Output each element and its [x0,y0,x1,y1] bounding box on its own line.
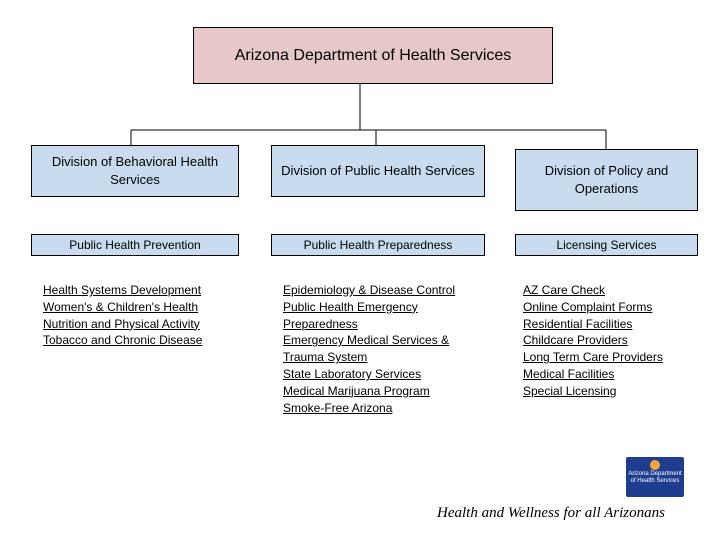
list-item [283,316,455,333]
footer-tagline: Health and Wellness for all Arizonans [437,505,665,521]
list-item [43,299,202,316]
link-trauma-system[interactable]: Trauma System [283,350,368,365]
link-medical-marijuana-program[interactable]: Medical Marijuana Program [283,383,430,398]
adhs-logo [626,457,684,497]
link-health-systems-development[interactable]: Health Systems Development [43,283,202,297]
list-item [43,332,202,349]
list-item [283,383,455,400]
link-nutrition-physical-activity[interactable]: Nutrition and Physical Activity [43,316,200,331]
list-item [523,383,663,400]
root-title: Arizona Department of Health Services [234,46,512,64]
list-item [523,316,663,333]
link-tobacco-chronic-disease[interactable]: Tobacco and Chronic Disease [43,333,203,348]
unit-public-health-preparedness [271,234,485,256]
link-residential-facilities[interactable]: Residential Facilities [523,316,633,331]
link-medical-facilities[interactable]: Medical Facilities [523,366,615,381]
list-item [523,366,663,383]
list-item [523,282,663,299]
list-item [43,316,202,333]
link-womens-childrens-health[interactable]: Women's & Children's Health [43,299,199,314]
division-title: Division of Behavioral Health Services [51,154,219,187]
list-item [283,366,455,383]
unit-title: Public Health Prevention [69,238,201,252]
link-online-complaint-forms[interactable]: Online Complaint Forms [523,299,653,314]
division-public-health [271,145,485,197]
root-node [193,27,553,84]
preparedness-links [283,282,455,416]
link-childcare-providers[interactable]: Childcare Providers [523,333,628,348]
link-public-health-emergency[interactable]: Public Health Emergency [283,299,418,314]
sun-icon [650,460,660,470]
list-item [283,349,455,366]
list-item [283,299,455,316]
licensing-links [523,282,663,400]
list-item [523,349,663,366]
list-item [283,282,455,299]
link-state-laboratory-services[interactable]: State Laboratory Services [283,366,422,381]
list-item [283,332,455,349]
unit-licensing-services [515,234,698,256]
logo-text: Arizona Department of Health Services [628,471,682,484]
list-item [523,332,663,349]
list-item [283,400,455,417]
link-emergency-medical-services[interactable]: Emergency Medical Services & [283,333,450,348]
link-smoke-free-arizona[interactable]: Smoke-Free Arizona [283,400,393,415]
link-az-care-check[interactable]: AZ Care Check [523,283,606,297]
prevention-links [43,282,202,349]
link-preparedness[interactable]: Preparedness [283,316,358,331]
link-long-term-care-providers[interactable]: Long Term Care Providers [523,350,663,365]
unit-public-health-prevention [31,234,239,256]
list-item [43,282,202,299]
link-special-licensing[interactable]: Special Licensing [523,383,617,398]
list-item [523,299,663,316]
unit-title: Public Health Preparedness [303,238,453,252]
division-title: Division of Public Health Services [281,163,475,178]
division-title: Division of Policy and Operations [544,163,669,196]
link-epidemiology[interactable]: Epidemiology & Disease Control [283,283,456,297]
division-behavioral-health [31,145,239,197]
division-policy-operations [515,149,698,211]
unit-title: Licensing Services [556,238,657,252]
